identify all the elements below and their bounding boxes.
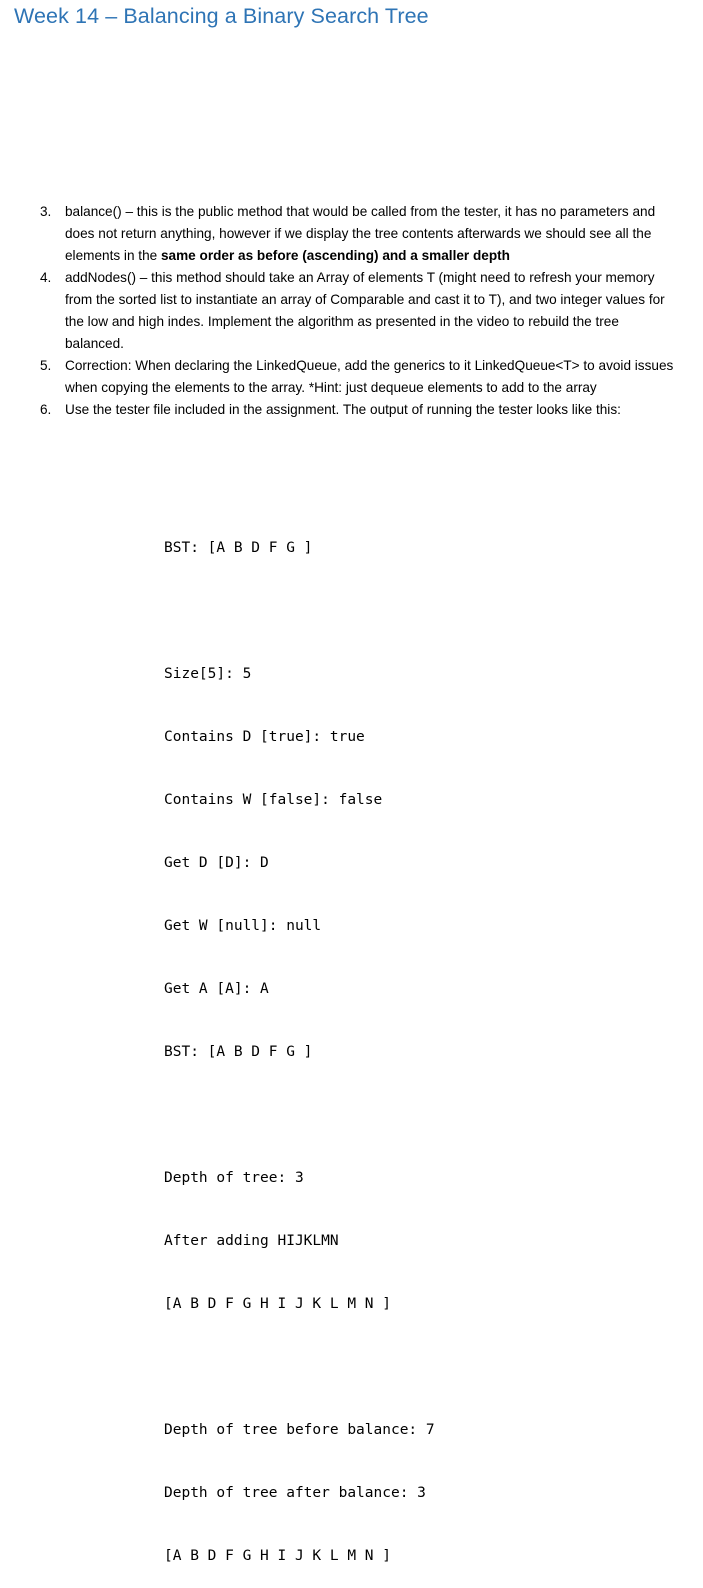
output-line: Depth of tree after balance: 3 xyxy=(164,1485,426,1501)
page-title: Week 14 – Balancing a Binary Search Tree xyxy=(14,4,429,28)
list-item-number: 5. xyxy=(40,358,52,373)
output-spacer xyxy=(164,1105,435,1126)
output-line: After adding HIJKLMN xyxy=(164,1233,339,1249)
output-line: Depth of tree: 3 xyxy=(164,1170,304,1186)
list-item-text: addNodes() – this method should take an Array of elements T (might need to refresh your memory from the sorted list to instantiate an array of Comparable and cast it to T), and two integer values for the low and high indes. Implement the algorithm as presented in the video to rebuild the tree balanced. xyxy=(65,270,665,351)
output-line: Contains W [false]: false xyxy=(164,792,383,808)
output-line: Get A [A]: A xyxy=(164,981,269,997)
tester-output xyxy=(164,496,435,1588)
output-line: BST: [A B D F G ] xyxy=(164,1044,313,1060)
list-item-number: 4. xyxy=(40,270,52,285)
list-item-bold-text: same order as before (ascending) and a smaller depth xyxy=(160,248,510,263)
list-item-text: Correction: When declaring the LinkedQueue, add the generics to it LinkedQueue<T> to avoid issues when copying the elements to the array. *Hint: just dequeue elements to add to the array xyxy=(65,358,674,395)
output-line: Get D [D]: D xyxy=(164,855,269,871)
output-spacer xyxy=(164,601,435,622)
output-line: Size[5]: 5 xyxy=(164,666,252,682)
list-item xyxy=(40,201,680,267)
output-line: [A B D F G H I J K L M N ] xyxy=(164,1548,391,1564)
output-line: Contains D [true]: true xyxy=(164,729,365,745)
list-item xyxy=(40,355,680,399)
list-item xyxy=(40,267,680,355)
list-item-text: Use the tester file included in the assignment. The output of running the tester looks like this: xyxy=(65,402,621,417)
list-item-number: 6. xyxy=(40,402,52,417)
list-item-text: balance() – this is the public method that would be called from the tester, it has no parameters and does not return anything, however if we display the tree contents afterwards we should see all the elements in the xyxy=(65,204,656,263)
output-line: Get W [null]: null xyxy=(164,918,322,934)
instruction-list xyxy=(40,201,680,421)
output-spacer xyxy=(164,1357,435,1378)
output-line: Depth of tree before balance: 7 xyxy=(164,1422,435,1438)
output-line: [A B D F G H I J K L M N ] xyxy=(164,1296,391,1312)
output-line: BST: [A B D F G ] xyxy=(164,540,313,556)
list-item-number: 3. xyxy=(40,204,52,219)
list-item xyxy=(40,399,680,421)
